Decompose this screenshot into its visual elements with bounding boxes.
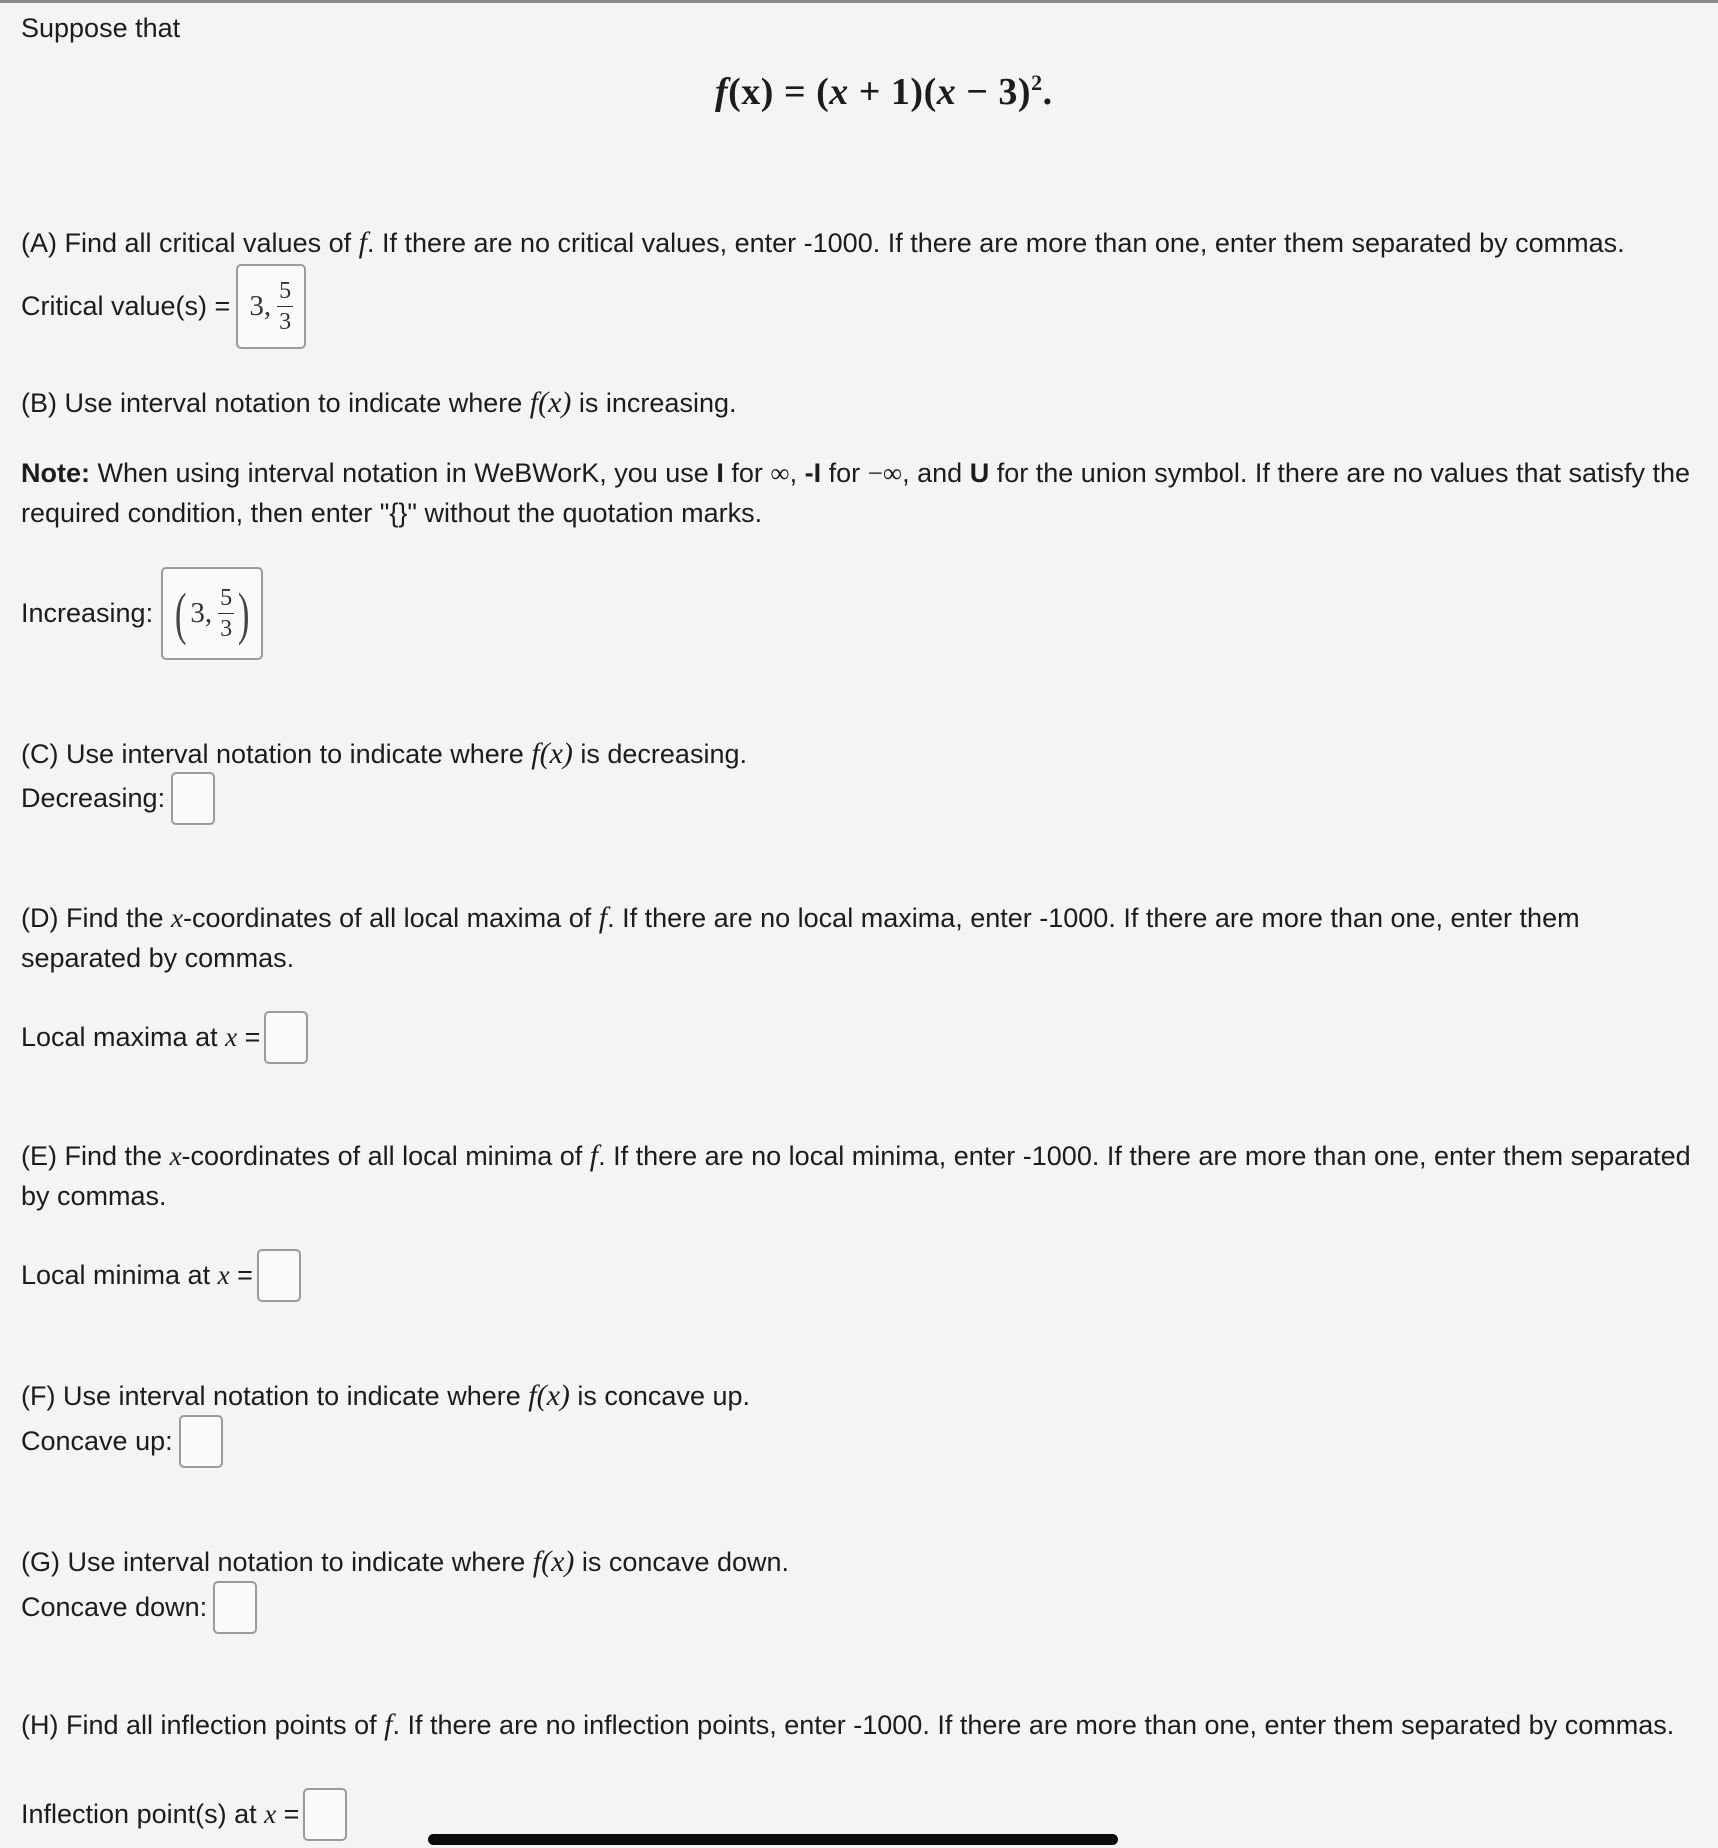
part-h-prompt: (H) Find all inflection points of f. If there are no inflection points, enter -1000. If there are more than one, enter them separated by commas.: [21, 1708, 1675, 1741]
inflection-points-input[interactable]: [303, 1788, 347, 1841]
part-a-row: [21, 264, 306, 349]
part-b-prompt: (B) Use interval notation to indicate where f(x) is increasing.: [21, 386, 737, 419]
part-g-prompt: (G) Use interval notation to indicate where f(x) is concave down.: [21, 1545, 790, 1578]
concave-up-input[interactable]: [179, 1415, 223, 1468]
part-f-prompt: (F) Use interval notation to indicate where f(x) is concave up.: [21, 1379, 750, 1412]
local-minima-input[interactable]: [257, 1249, 301, 1302]
part-c-prompt: (C) Use interval notation to indicate where f(x) is decreasing.: [21, 737, 747, 770]
critical-values-label: Critical value(s) =: [21, 291, 231, 321]
concave-down-input[interactable]: [213, 1581, 257, 1634]
increasing-label: Increasing:: [21, 598, 154, 628]
decreasing-label: Decreasing:: [21, 783, 166, 813]
part-g-row: [21, 1581, 257, 1634]
part-h-row: [21, 1788, 347, 1841]
interval-note: Note: When using interval notation in WeBWorK, you use I for ∞, -I for −∞, and U for the union symbol. If there are no values that satisfy the required condition, then enter "{}" without the quotation marks.: [21, 458, 1691, 528]
part-d-row: [21, 1011, 308, 1064]
fraction: $\frac{5}{3}$: [279, 278, 292, 335]
local-maxima-input[interactable]: [264, 1011, 308, 1064]
fraction: $\frac{5}{3}$: [220, 585, 233, 642]
increasing-input[interactable]: ( 3, $\frac{5}{3}$ ): [161, 567, 263, 660]
decreasing-input[interactable]: [171, 772, 215, 825]
home-indicator[interactable]: [428, 1834, 1118, 1845]
local-minima-label: Local minima at x =: [21, 1260, 253, 1290]
critical-values-input[interactable]: 3, $\frac{5}{3}$: [236, 264, 306, 349]
part-e-prompt: (E) Find the x-coordinates of all local minima of f. If there are no local minima, enter -1000. If there are more than one, enter them separated by commas.: [21, 1139, 1691, 1211]
intro-text: Suppose that: [21, 13, 181, 43]
function-formula: $f(x) = (x + 1)(x - 3)^2$.: [715, 70, 1053, 113]
concave-up-label: Concave up:: [21, 1426, 173, 1456]
top-divider: [0, 0, 1718, 3]
part-a-prompt: (A) Find all critical values of f. If there are no critical values, enter -1000. If there are more than one, enter them separated by commas.: [21, 226, 1625, 259]
part-b-row: [21, 567, 263, 660]
part-f-row: [21, 1415, 223, 1468]
concave-down-label: Concave down:: [21, 1592, 208, 1622]
part-e-row: [21, 1249, 301, 1302]
part-d-prompt: (D) Find the x-coordinates of all local maxima of f. If there are no local maxima, enter -1000. If there are more than one, enter them separated by commas.: [21, 901, 1580, 973]
inflection-points-label: Inflection point(s) at x =: [21, 1799, 300, 1829]
local-maxima-label: Local maxima at x =: [21, 1022, 261, 1052]
part-c-row: [21, 772, 215, 825]
